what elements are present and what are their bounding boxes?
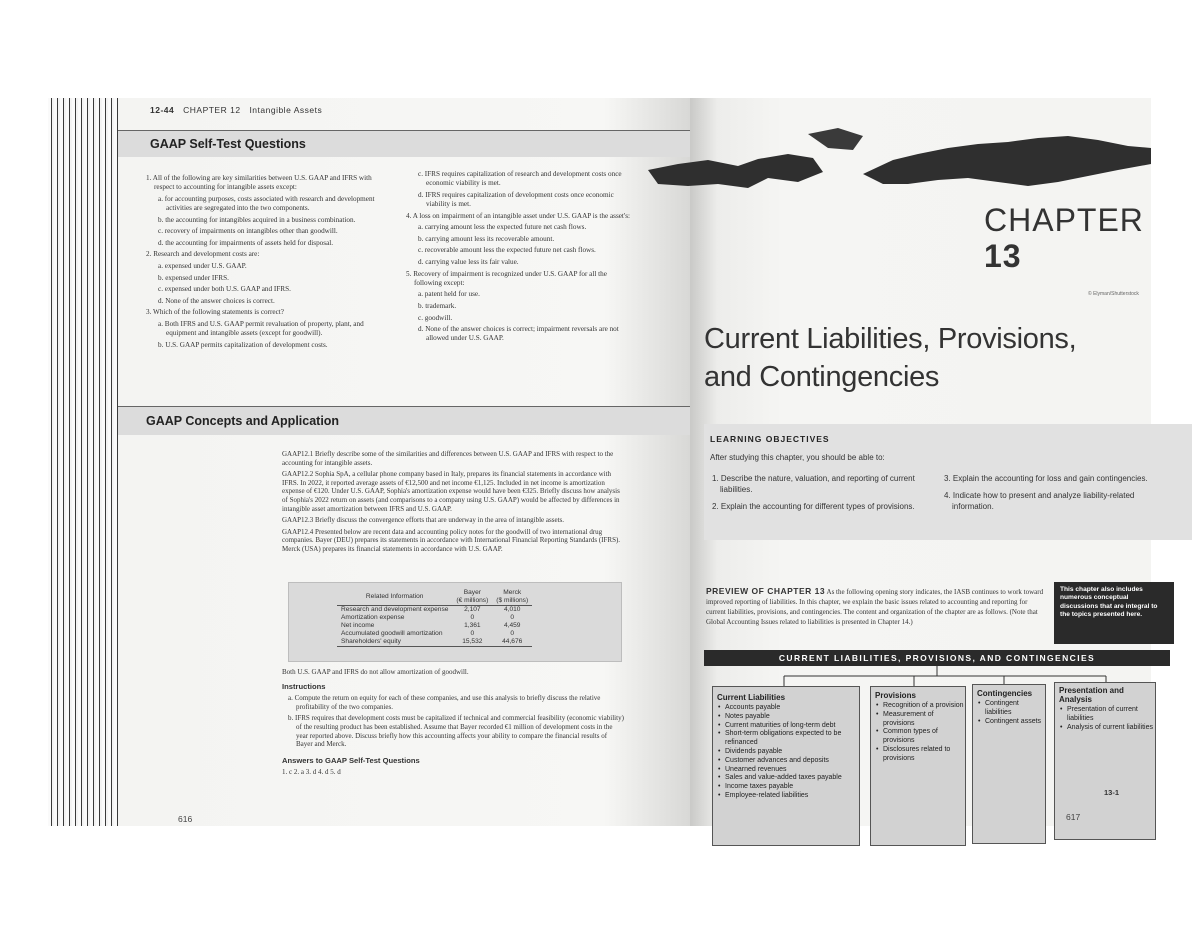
row-label: Research and development expense [341,606,449,613]
list-item: • Dividends payable [725,748,859,757]
lo-2: 2. Explain the accounting for different types of provisions. [712,502,915,511]
gaap12-2: GAAP12.2 Sophia SpA, a cellular phone company based in Italy, prepares its financial statements in accordance with IFRS. In 2022, it reported average assets of €12,500 and net income €1,125. Included in net income is amortization expense of €120. Under U.S. GAAP, Sophia's amortization expense would have been €325. Briefly discuss how analysis of Sophia's 2022 return on assets (and comparisons to a company using U.S. GAAP) would be affected by differences in intangible asset amortization between IFRS and U.S. GAAP. [282,470,620,513]
question-5: 5. Recovery of impairment is recognized under U.S. GAAP for all the following except: [406,269,607,287]
map-list [875,702,965,764]
merck-label: Merck [503,589,522,596]
list-item: • Disclosures related to provisions [883,746,965,764]
row-label: Accumulated goodwill amortization [341,630,443,637]
q4-option-c: c. recoverable amount less the expected future net cash flows. [418,246,596,255]
map-silhouette [808,128,863,150]
q4-option-a: a. carrying amount less the expected future net cash flows. [418,223,587,232]
bayer-value: 0 [470,630,475,637]
list-item: • Employee-related liabilities [725,792,859,801]
list-item: • Analysis of current liabilities [1067,724,1155,733]
bayer-label: Bayer [463,589,481,596]
map-heading: Provisions [875,691,916,700]
running-header [150,105,322,115]
q1-option-a: a. for accounting purposes, costs associated with research and development activities are segregated into the two components. [158,194,375,212]
callout-text: This chapter also includes numerous conceptual discussions that are integral to the topics presented here. [1060,586,1158,619]
questions-column-2 [406,170,636,346]
gaap12-1: GAAP12.1 Briefly describe some of the similarities and differences between U.S. GAAP and IFRS with respect to the accounting for intangible assets. [282,450,614,467]
bayer-unit: (€ millions) [456,597,489,604]
map-title-bar: CURRENT LIABILITIES, PROVISIONS, AND CONTINGENCIES [704,650,1170,666]
gaap12-3: GAAP12.3 Briefly discuss the convergence efforts that are underway in the area of intangible assets. [282,516,564,525]
map-column-contingencies [972,684,1046,844]
chapter-heading [984,202,1151,274]
q4-option-b: b. carrying amount less its recoverable amount. [418,234,555,243]
q2-option-b: b. expensed under IFRS. [158,273,229,282]
table-row [337,614,532,622]
table-row [337,638,532,647]
q4-option-d: d. carrying value less its fair value. [418,257,519,266]
list-item: • Current maturities of long-term debt [725,722,859,731]
row-label: Net income [341,622,375,629]
map-silhouette [648,154,823,188]
gaap12-4: GAAP12.4 Presented below are recent data and accounting policy notes for the goodwill of two international drug companies. Bayer (DEU) prepares its statements in accordance with International Financial Reporting Standards (IFRS). Merck (USA) prepares its financial statements in accordance with U.S. GAAP. [282,527,621,553]
q3-option-a: a. Both IFRS and U.S. GAAP permit revaluation of property, plant, and equipment and intangible assets (except for goodwill). [158,319,364,338]
map-silhouette [863,136,1151,186]
q3-option-c: c. IFRS requires capitalization of research and development costs once economic viability is met. [418,170,622,188]
bayer-value: 0 [470,614,475,621]
instruction-b: b. IFRS requires that development costs must be capitalized if technical and commercial feasibility (economic viability) of the resulting product has been established. Assume that Bayer recorded €1 million of development costs in the year reported above. Discuss briefly how this accounting affects your ability to compare the financial results of Bayer and Merck. [288,714,624,749]
question-1: 1. All of the following are key similarities between U.S. GAAP and IFRS with respect to accounting for intangible assets except: [146,174,372,192]
preview-paragraph [706,586,1044,627]
list-item: • Notes payable [725,713,859,722]
preview-text: As the following opening story indicates, the IASB continues to work toward improved reporting of liabilities. In this chapter, we explain the basic issues related to accounting and reporting for current liabilities, provisions, and contingencies. The content and organization of the chapter are as follows. (Note that Global Accounting Issues related to liabilities is presented in Chapter 14.) [706,588,1044,626]
list-item: • Presentation of current liabilities [1067,706,1155,724]
callout-box [1054,582,1174,644]
merck-value: 0 [510,630,515,637]
bayer-value: 2,107 [464,606,481,613]
problems-block [282,450,624,557]
lo-heading: LEARNING OBJECTIVES [710,434,830,444]
instructions-title: Instructions [282,681,326,691]
chapter-number: 13 [984,238,1022,274]
q1-option-b: b. the accounting for intangibles acquired in a business combination. [158,215,356,224]
list-item: • Income taxes payable [725,783,859,792]
merck-value: 4,010 [503,606,521,613]
world-map-banner [648,124,1151,194]
q2-option-d: d. None of the answer choices is correct. [158,296,275,305]
q3-option-b: b. U.S. GAAP permits capitalization of development costs. [158,340,328,349]
lo-3: 3. Explain the accounting for loss and gain contingencies. [944,474,1148,483]
row-label: Amortization expense [341,614,405,621]
lo-column-1 [712,473,924,512]
section-title: GAAP Self-Test Questions [150,137,306,151]
q1-option-d: d. the accounting for impairments of assets held for disposal. [158,238,334,247]
row-label: Shareholders' equity [337,638,452,647]
bayer-value: 1,361 [464,622,481,629]
bayer-value: 15,532 [452,638,492,647]
map-heading: Presentation and Analysis [1059,686,1124,704]
chapter-word: CHAPTER [984,202,1144,238]
q2-option-a: a. expensed under U.S. GAAP. [158,261,247,270]
after-table-note: Both U.S. GAAP and IFRS do not allow amortization of goodwill. [282,668,469,676]
lo-column-2 [944,473,1170,512]
list-item: • Customer advances and deposits [725,757,859,766]
map-list [717,704,859,801]
title-line-1: Current Liabilities, Provisions, [704,323,1077,355]
chapter-title [704,320,1076,396]
lo-intro: After studying this chapter, you should be able to: [710,453,885,462]
page-edges [48,98,122,826]
answers-title: Answers to GAAP Self-Test Questions [282,755,420,765]
section-band-2 [118,406,690,435]
instruction-a: a. Compute the return on equity for each of these companies, and use this analysis to briefly discuss the relative profitability of the two companies. [288,694,601,711]
section-title-2: GAAP Concepts and Application [146,414,340,428]
list-item: • Common types of provisions [883,728,965,746]
question-2: 2. Research and development costs are: [146,250,260,259]
merck-value: 4,459 [503,622,521,629]
map-list [977,700,1045,726]
list-item: • Contingent assets [985,718,1045,727]
questions-column-1 [146,174,389,352]
page-ref: 12-44 [150,105,175,115]
list-item: • Short-term obligations expected to be refinanced [725,730,859,748]
col-header-bayer [452,589,492,606]
photo-credit: © Elyman/Shutterstock [1088,291,1139,297]
page-ref-right: 13-1 [1104,788,1120,797]
map-column-provisions [870,686,966,846]
question-4: 4. A loss on impairment of an intangible asset under U.S. GAAP is the asset's: [406,211,631,220]
list-item: • Contingent liabilities [985,700,1045,718]
open-textbook [48,98,1158,826]
merck-value: 0 [510,614,515,621]
q2-option-c: c. expensed under both U.S. GAAP and IFRS. [158,285,291,294]
chapter-label: CHAPTER 12 [183,105,241,115]
map-column-current-liabilities [712,686,860,846]
table-row [337,630,532,638]
title-line-2: and Contingencies [704,361,940,393]
col-header-merck [492,589,532,606]
table-row [337,606,532,615]
chapter-title: Intangible Assets [249,105,323,115]
lo-4: 4. Indicate how to present and analyze liability-related information. [944,491,1135,511]
map-heading: Current Liabilities [717,693,786,702]
instructions-block [282,668,624,780]
col-header-related: Related Information [337,589,452,606]
data-table-box [288,582,622,662]
goodwill-table [337,589,532,647]
q5-option-c: c. goodwill. [418,313,453,322]
q1-option-c: c. recovery of impairments on intangibles other than goodwill. [158,227,338,236]
lo-1: 1. Describe the nature, valuation, and reporting of current liabilities. [712,474,915,494]
question-3: 3. Which of the following statements is correct? [146,308,284,317]
merck-unit: ($ millions) [496,597,529,604]
list-item: • Measurement of provisions [883,711,965,729]
list-item: • Sales and value-added taxes payable [725,774,859,783]
q5-option-d: d. None of the answer choices is correct; impairment reversals are not allowed under U.S. GAAP. [418,325,619,343]
list-item: • Unearned revenues [725,766,859,775]
map-list [1059,706,1155,732]
list-item: • Recognition of a provision [883,702,965,711]
table-row [337,622,532,630]
page-number-left: 616 [178,814,193,824]
preview-heading: PREVIEW OF CHAPTER 13 [706,586,826,596]
q5-option-b: b. trademark. [418,301,457,310]
map-heading: Contingencies [977,689,1033,698]
answers: 1. c 2. a 3. d 4. d 5. d [282,768,341,777]
list-item: • Accounts payable [725,704,859,713]
merck-value: 44,676 [492,638,532,647]
section-band [118,130,690,157]
q5-option-a: a. patent held for use. [418,290,480,299]
page-number-right: 617 [1066,812,1081,822]
q3-option-d: d. IFRS requires capitalization of development costs once economic viability is met. [418,190,614,208]
